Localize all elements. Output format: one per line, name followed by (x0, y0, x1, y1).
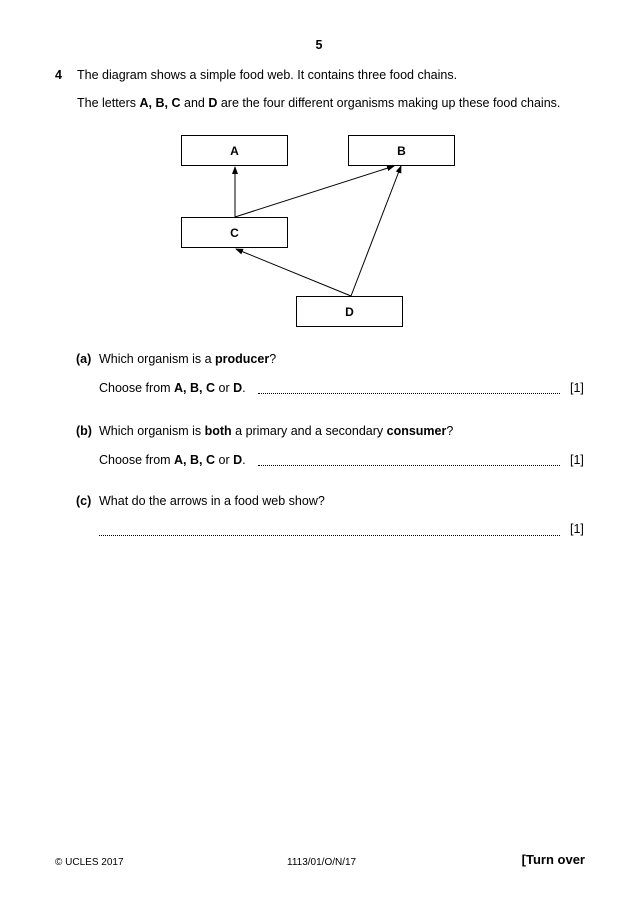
organism-box-d: D (296, 296, 403, 327)
part-a-q-bold: producer (215, 352, 270, 366)
part-b-choose-bold-d: D (233, 453, 243, 467)
part-b-choose-or: or (215, 453, 234, 467)
part-b-choose-prefix: Choose from (99, 453, 175, 467)
question-number: 4 (55, 68, 62, 82)
part-c-answer-line[interactable] (99, 535, 560, 536)
part-b-q-bold2: consumer (386, 424, 447, 438)
part-a-choose-bold-d: D (233, 381, 243, 395)
letters-bold-d: D (208, 96, 218, 110)
part-a-marks: [1] (570, 381, 584, 395)
letters-and: and (180, 96, 209, 110)
part-b-choose-bold: A, B, C (174, 453, 216, 467)
part-a-choose-suffix: . (242, 381, 246, 395)
part-a-question (99, 352, 276, 366)
part-a-choose-prefix: Choose from (99, 381, 175, 395)
part-c-marks: [1] (570, 522, 584, 536)
part-a-label: (a) (76, 352, 92, 366)
arrow-c-to-b (235, 166, 394, 217)
letters-prefix: The letters (77, 96, 140, 110)
footer-copyright: © UCLES 2017 (55, 857, 124, 868)
letters-suffix: are the four different organisms making up these food chains. (217, 96, 561, 110)
arrow-d-to-b (351, 166, 401, 296)
part-b-q-suffix: ? (446, 424, 454, 438)
part-b-choose-suffix: . (242, 453, 246, 467)
part-c-label: (c) (76, 494, 92, 508)
part-b-q-middle: a primary and a secondary (231, 424, 387, 438)
part-b-q-bold: both (204, 424, 232, 438)
part-b-choose (99, 453, 246, 467)
part-a-q-suffix: ? (269, 352, 277, 366)
part-b-label: (b) (76, 424, 92, 438)
part-a-choose (99, 381, 246, 395)
turn-over: [Turn over (521, 852, 585, 867)
part-b-question (99, 424, 453, 438)
page-number: 5 (315, 38, 323, 52)
organism-box-c: C (181, 217, 288, 248)
part-b-marks: [1] (570, 453, 584, 467)
part-b-q-prefix: Which organism is (99, 424, 205, 438)
organism-box-a: A (181, 135, 288, 166)
part-a-answer-line[interactable] (258, 393, 560, 394)
part-b-answer-line[interactable] (258, 465, 560, 466)
organism-box-b: B (348, 135, 455, 166)
part-c-question: What do the arrows in a food web show? (99, 494, 325, 508)
part-a-choose-bold: A, B, C (174, 381, 216, 395)
part-a-choose-or: or (215, 381, 234, 395)
footer-code: 1113/01/O/N/17 (287, 857, 357, 868)
arrow-d-to-c (236, 249, 351, 296)
question-intro: The diagram shows a simple food web. It contains three food chains. (77, 68, 458, 82)
part-a-q-prefix: Which organism is a (99, 352, 216, 366)
letters-bold: A, B, C (139, 96, 181, 110)
